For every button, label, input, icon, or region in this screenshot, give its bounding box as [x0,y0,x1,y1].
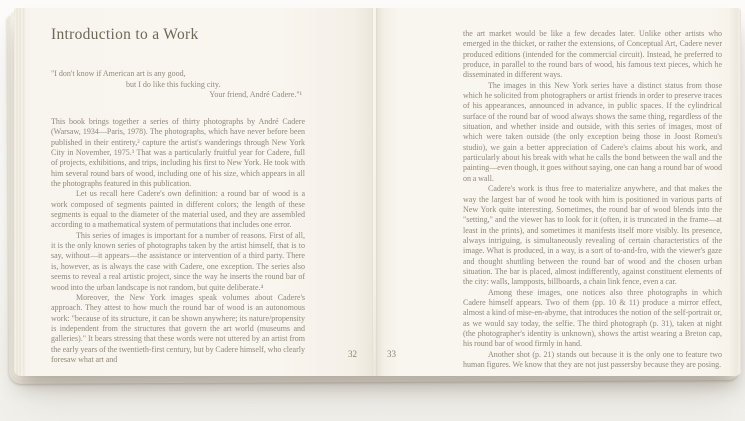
page-number-right: 33 [387,349,396,359]
epigraph-attribution: Your friend, André Cadere."¹ [209,90,302,100]
epigraph-line: but I do like this fucking city. [126,79,221,89]
epigraph-line: "I don't know if American art is any good, [51,69,186,78]
right-page-body-text [463,29,722,370]
paragraph: the art market would be like a few decades later. Unlike other artists who emerged in the thicket, or rather the extensions, of Conceptual Art, Cadere never produced editions (intended for the commercial circuit). Instead, he preferred to produce, in parallel to the round bars of wood, his famous text pieces, which he disseminated in different ways. [463,29,722,80]
left-page-body-text [51,117,305,365]
paragraph: This book brings together a series of thirty photographs by André Cadere (Warsaw, 1934—Paris, 1978). The photographs, which have never before been published in their entirety,² capture the artist's wanderings through New York City in November, 1975.³ That was a particularly fruitful year for Cadere, full of projects, exhibitions, and trips, including his first to New York. He took with him several round bars of wood, including one of his size, which appears in all the photographs featured in this publication. [51,117,305,189]
epigraph [51,69,305,101]
paragraph: The images in this New York series have a distinct status from those which he solicited from photographers or artist friends in order to preserve traces of his appearances, announced in advance, in public spaces. If the cylindrical surface of the round bar of wood always shows the same thing, regardless of the situation, and whether inside and outside, with this series of images, most of which were taken outside (the only exception being those in Joost Romeu's studio), we gain a better appreciation of Cadere's claims about his work, and particularly about his break with what he calls the bond between the wall and the painting—even though, it goes without saying, one can hang a round bar of wood on a wall. [463,80,722,183]
paragraph: Among these images, one notices also three photographs in which Cadere himself appears. Two of them (pp. 10 & 11) produce a mirror effect, almost a kind of mise-en-abyme, that introduces the notion of the self-portrait or, as we would say today, the selfie. The third photograph (p. 31), taken at night (the photographer's identity is unknown), shows the artist wearing a Breton cap, his round bar of wood firmly in hand. [463,287,722,349]
paragraph: Moreover, the New York images speak volumes about Cadere's approach. They attest to how much the round bar of wood is an autonomous work: "because of its structure, it can be shown anywhere; its nature/propensity is independent from the structures that govern the art world (museums and galleries)." It bears stressing that these words were not uttered by an artist from the early years of the twentieth-first century, but by Cadere himself, who clearly foresaw what art and [51,292,305,364]
book [14,8,741,376]
page-number-left: 32 [348,349,357,359]
left-page [14,8,375,376]
chapter-title: Introduction to a Work [51,26,199,43]
paragraph: Another shot (p. 21) stands out because it is the only one to feature two human figures. We know that they are not just passersby because they are posing. [463,349,722,369]
paragraph: This series of images is important for a number of reasons. First of all, it is the only known series of photographs taken by the artist himself, that is to say, without—it appears—the assistance or intervention of a third party. There is, however, as is always the case with Cadere, one exception. The series also seems to reveal a real artistic project, since the way he inserts the round bar of wood into the urban landscape is not random, but quite deliberate.⁴ [51,230,305,292]
right-page [375,8,741,376]
paragraph: Let us recall here Cadere's own definition: a round bar of wood is a work composed of segments painted in different colors; the length of these segments is equal to the diameter of the material used, and they are assembled according to a mathematical system of permutations that includes one error. [51,189,305,230]
book-spread [14,8,741,376]
paragraph: Cadere's work is thus free to materialize anywhere, and that makes the way the largest bar of wood he took with him is positioned in various parts of New York quite interesting. Sometimes, the round bar of wood blends into the "setting," and the viewer has to look for it (often, it is truncated in the frame—at least in the prints), and sometimes it manifests itself more visibly. Its presence, always intriguing, is simultaneously revealing of certain characteristics of the image. What is produced, in a way, is a sort of to-and-fro, with the viewer's gaze and thought shuttling between the round bar of wood and the chosen urban situation. The bar is placed, almost indifferently, against constituent elements of the city: walls, lampposts, billboards, a chain link fence, even a car. [463,184,722,287]
